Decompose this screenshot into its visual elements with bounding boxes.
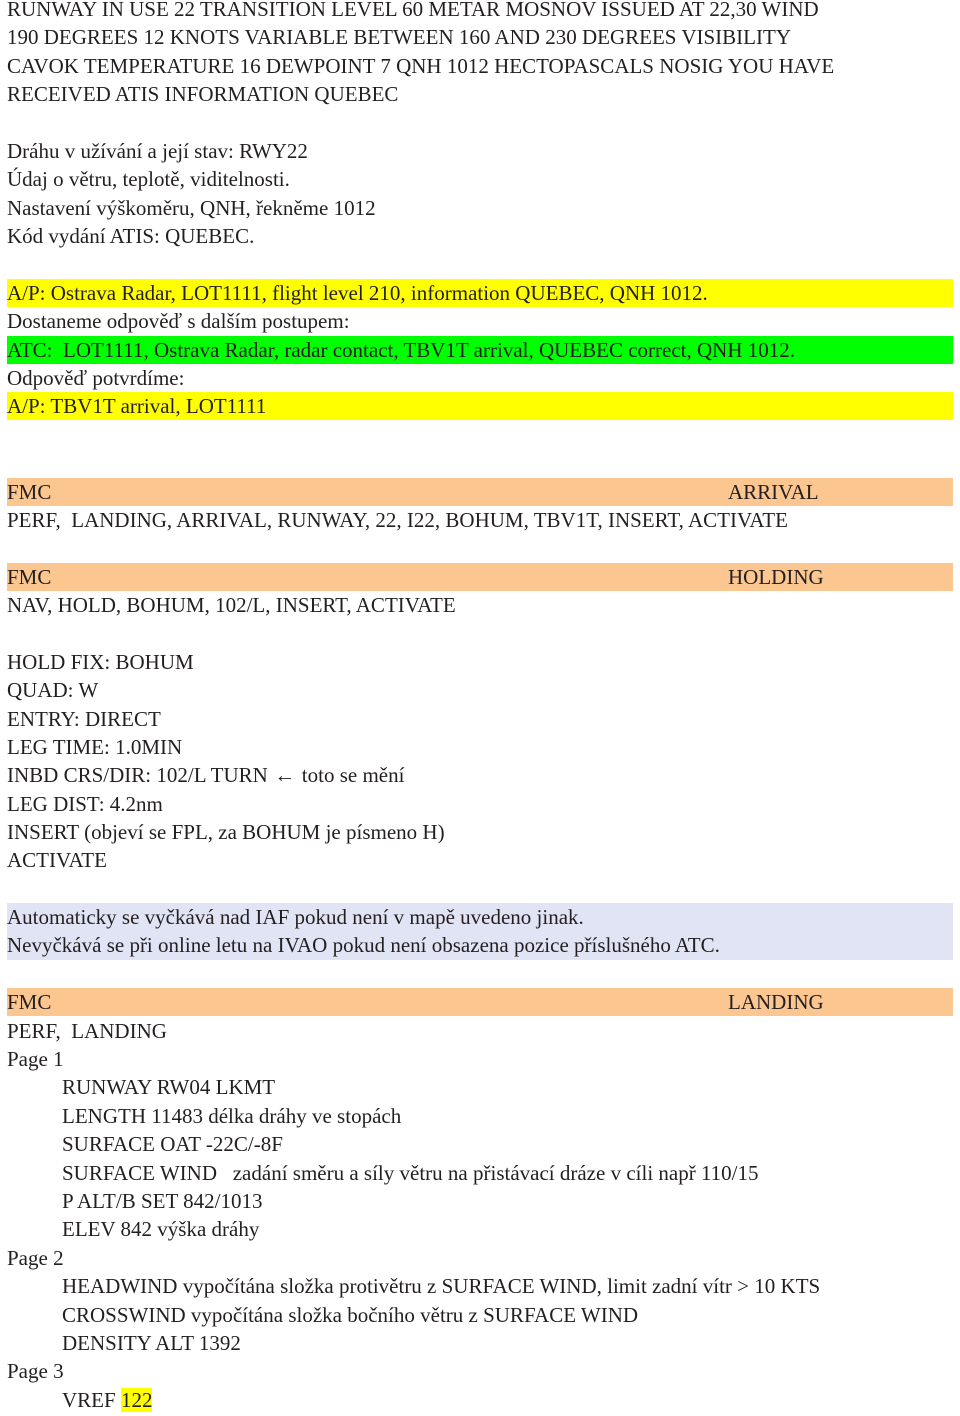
hold-inbd-row [7,761,404,789]
ap-call: A/P: Ostrava Radar, LOT1111, flight level 210, information QUEBEC, QNH 1012. [7,281,708,305]
fmc-holding-label: FMC [7,565,52,589]
fmc-arrival-page: ARRIVAL [728,480,819,504]
landing-length: LENGTH 11483 délka dráhy ve stopách [62,1104,402,1128]
landing-runway: RUNWAY RW04 LKMT [62,1075,276,1099]
vref-label: VREF [62,1388,116,1412]
note-ivao-hold: Nevyčkává se při online letu na IVAO pokud není obsazena pozice příslušného ATC. [7,933,720,957]
left-arrow-icon: ← [274,763,296,787]
atc-reply: ATC: LOT1111, Ostrava Radar, radar contact, TBV1T arrival, QUEBEC correct, QNH 1012. [7,338,796,362]
hold-activate: ACTIVATE [7,848,107,872]
fmc-arrival-sequence: PERF, LANDING, ARRIVAL, RUNWAY, 22, I22, BOHUM, TBV1T, INSERT, ACTIVATE [7,508,788,532]
landing-page-1: Page 1 [7,1047,64,1071]
fmc-landing-label: FMC [7,990,52,1014]
landing-headwind: HEADWIND vypočítána složka protivětru z SURFACE WIND, limit zadní vítr > 10 KTS [62,1274,821,1298]
fmc-arrival-label: FMC [7,480,52,504]
atis-line-3: CAVOK TEMPERATURE 16 DEWPOINT 7 QNH 1012 HECTOPASCALS NOSIG YOU HAVE [7,54,835,78]
atis-line-2: 190 DEGREES 12 KNOTS VARIABLE BETWEEN 160 AND 230 DEGREES VISIBILITY [7,25,791,49]
hold-entry: ENTRY: DIRECT [7,707,161,731]
landing-elev: ELEV 842 výška dráhy [62,1217,260,1241]
atis-line-4: RECEIVED ATIS INFORMATION QUEBEC [7,82,399,106]
fmc-landing-sequence: PERF, LANDING [7,1019,167,1043]
atis-note-qnh: Nastavení výškoměru, QNH, řekněme 1012 [7,196,376,220]
fmc-landing-page: LANDING [728,990,824,1014]
hold-insert: INSERT (objeví se FPL, za BOHUM je písmeno H) [7,820,445,844]
ap-confirm: A/P: TBV1T arrival, LOT1111 [7,394,267,418]
hold-quad: QUAD: W [7,678,99,702]
hold-inbd-note: toto se mění [301,763,405,787]
fmc-holding-page: HOLDING [728,565,824,589]
hold-inbd: INBD CRS/DIR: 102/L TURN [7,763,268,787]
landing-crosswind: CROSSWIND vypočítána složka bočního větru z SURFACE WIND [62,1303,639,1327]
hold-leg-dist: LEG DIST: 4.2nm [7,792,163,816]
vref-value: 122 [120,1388,153,1412]
atis-note-runway: Dráhu v užívání a její stav: RWY22 [7,139,308,163]
atis-line-1: RUNWAY IN USE 22 TRANSITION LEVEL 60 METAR MOSNOV ISSUED AT 22,30 WIND [7,0,819,21]
atc-intro: Dostaneme odpověď s dalším postupem: [7,309,350,333]
atis-note-code: Kód vydání ATIS: QUEBEC. [7,224,255,248]
landing-oat: SURFACE OAT -22C/-8F [62,1132,283,1156]
fmc-holding-sequence: NAV, HOLD, BOHUM, 102/L, INSERT, ACTIVATE [7,593,456,617]
landing-density: DENSITY ALT 1392 [62,1331,241,1355]
landing-wind: SURFACE WIND zadání směru a síly větru na přistávací dráze v cíli např 110/15 [62,1161,759,1185]
confirm-intro: Odpověď potvrdíme: [7,366,185,390]
landing-page-2: Page 2 [7,1246,64,1270]
landing-vref-row [62,1386,152,1414]
note-auto-hold: Automaticky se vyčkává nad IAF pokud není v mapě uvedeno jinak. [7,905,584,929]
hold-leg-time: LEG TIME: 1.0MIN [7,735,183,759]
atis-note-wind: Údaj o větru, teplotě, viditelnosti. [7,167,290,191]
landing-page-3: Page 3 [7,1359,64,1383]
landing-palt: P ALT/B SET 842/1013 [62,1189,263,1213]
hold-fix: HOLD FIX: BOHUM [7,650,194,674]
